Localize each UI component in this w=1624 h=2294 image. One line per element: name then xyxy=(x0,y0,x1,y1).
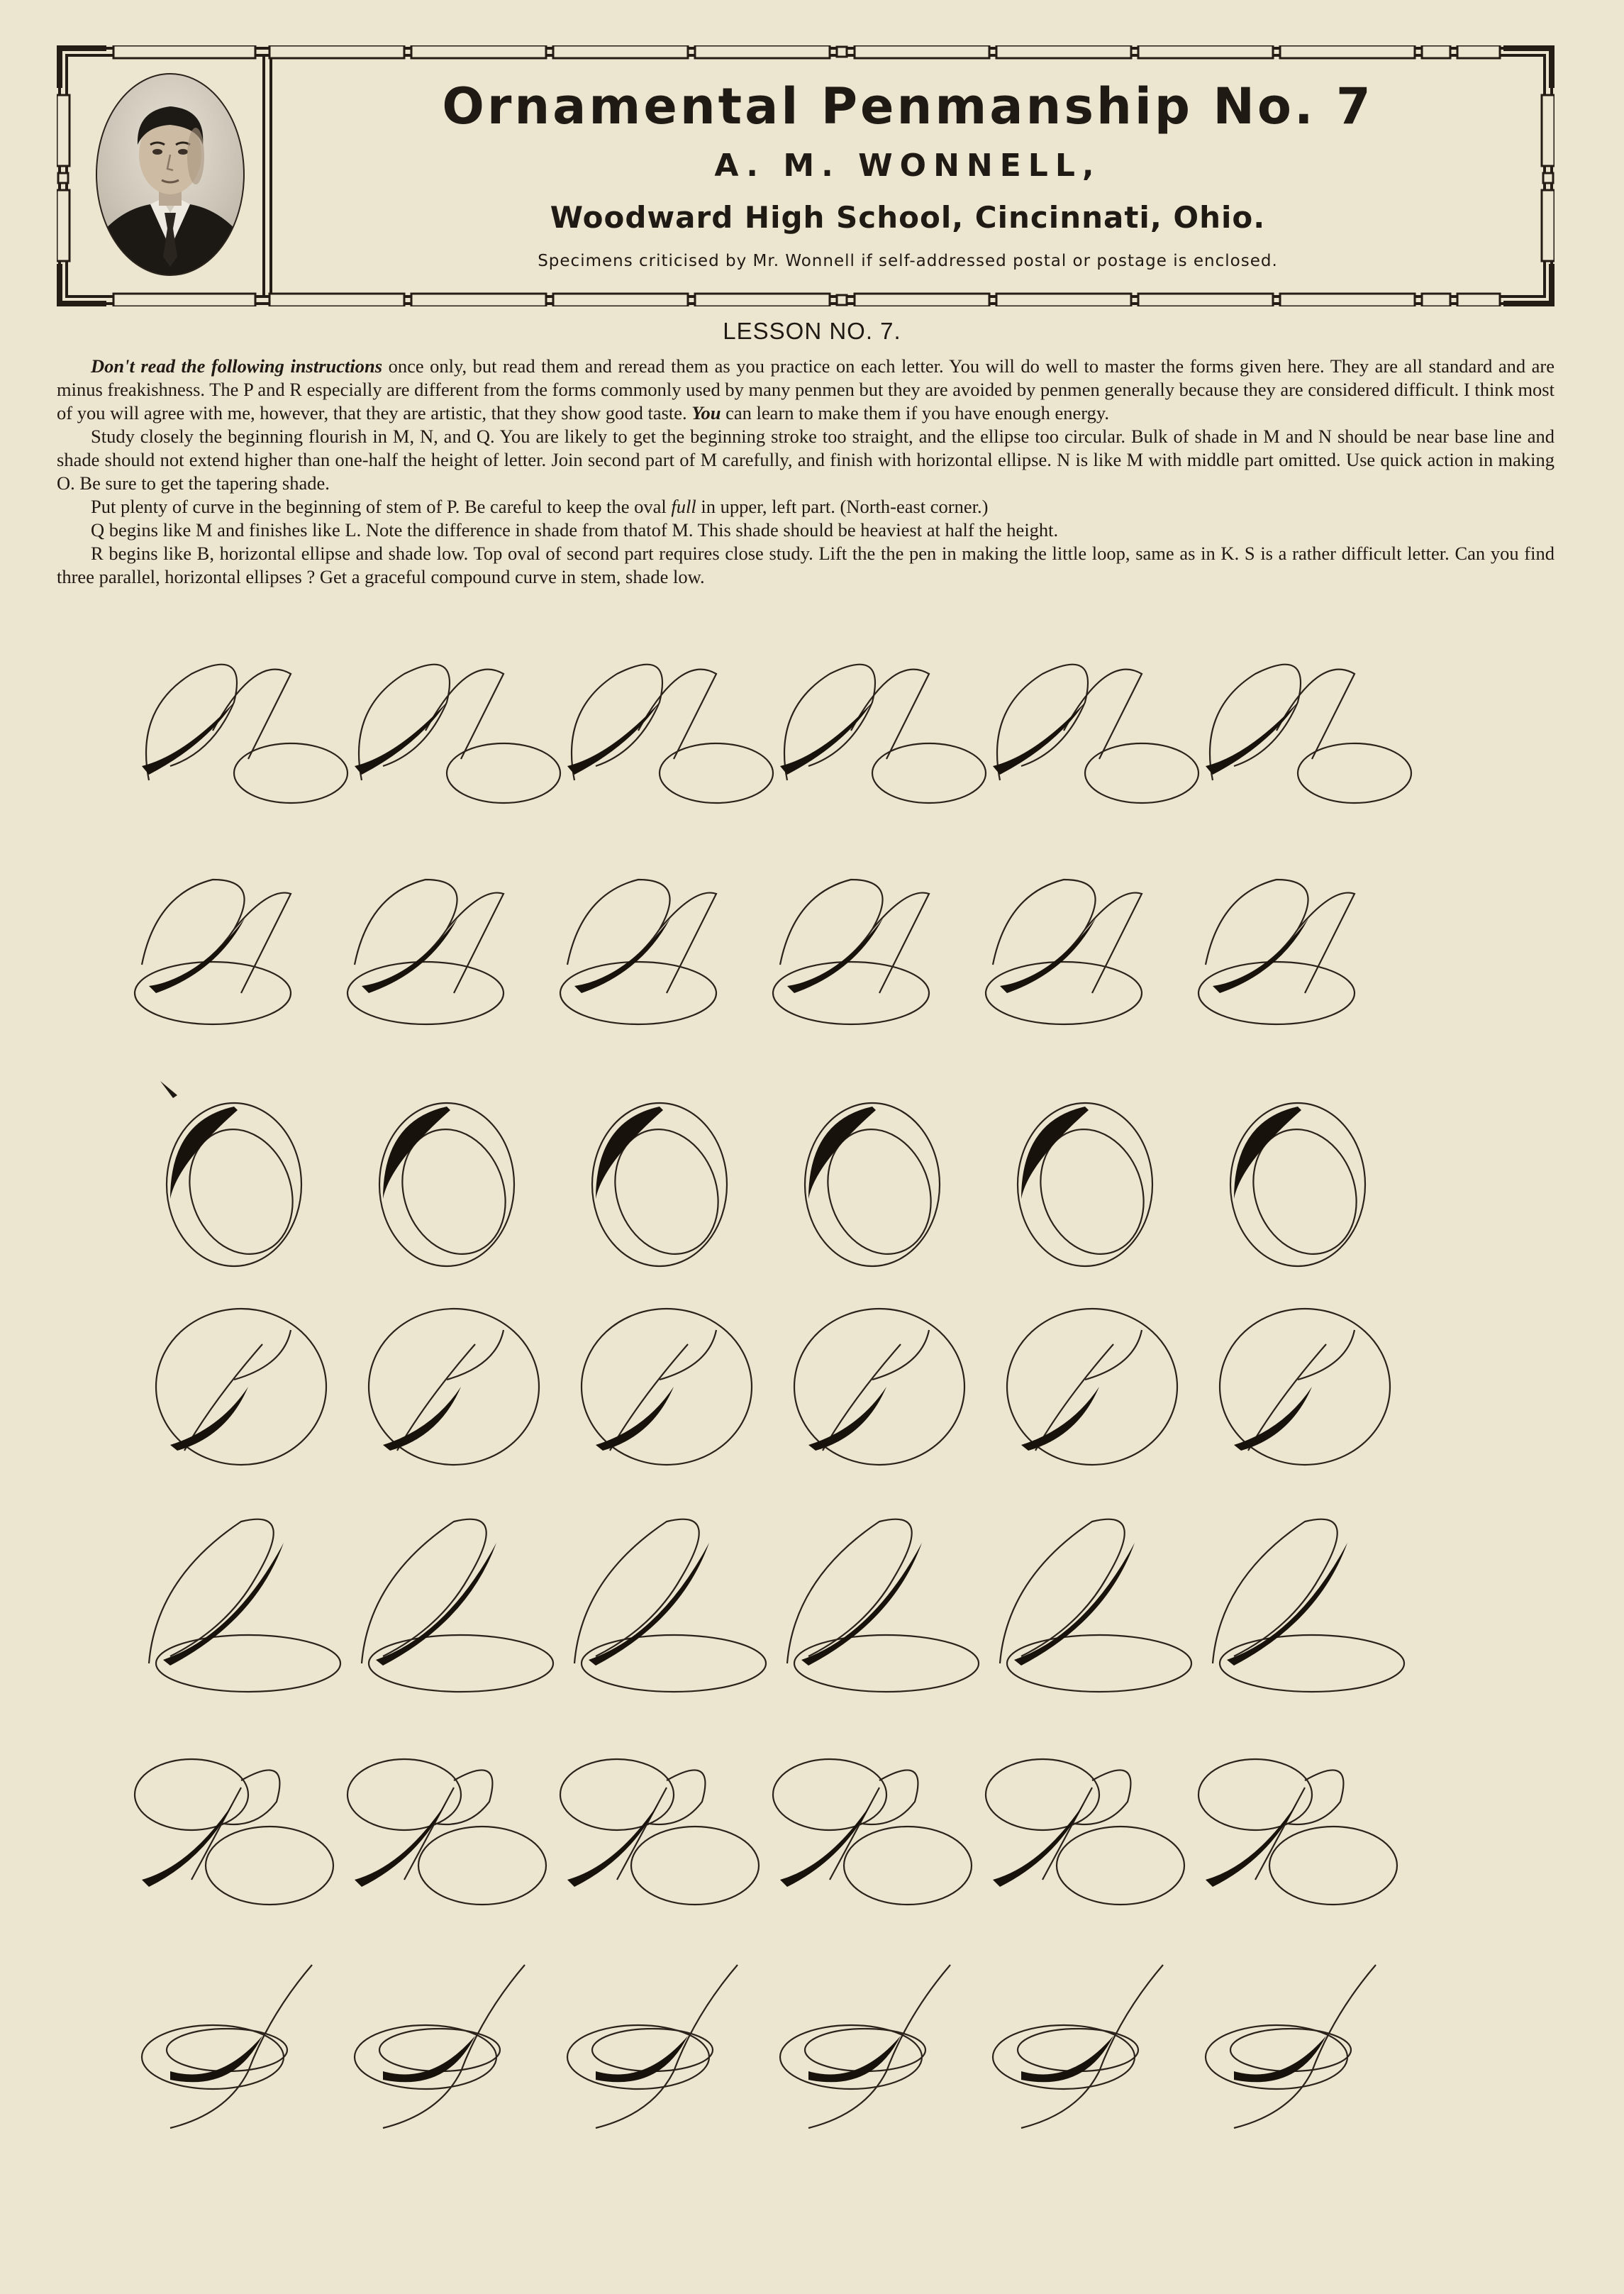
specimen-letter-r xyxy=(979,1710,1191,1922)
specimen-letter-q xyxy=(340,1493,553,1706)
penmanship-specimens xyxy=(0,624,1624,2227)
flourished-capital-q xyxy=(128,1493,340,1706)
flourished-capital-s xyxy=(1191,1929,1404,2142)
flourished-capital-r xyxy=(340,1710,553,1922)
specimen-letter-s xyxy=(766,1929,979,2142)
specimen-letter-q xyxy=(128,1493,340,1706)
specimen-letter-o xyxy=(1191,1078,1404,1291)
flourished-capital-n xyxy=(1191,851,1404,1064)
specimen-letter-m xyxy=(1191,624,1404,837)
flourished-capital-s xyxy=(979,1929,1191,2142)
specimen-letter-m xyxy=(128,624,340,837)
specimen-row-r xyxy=(0,1710,1624,1922)
specimen-row-m xyxy=(0,624,1624,837)
specimen-letter-p xyxy=(553,1287,766,1500)
flourished-capital-p xyxy=(979,1287,1191,1500)
flourished-capital-r xyxy=(766,1710,979,1922)
header-text-block xyxy=(284,64,1532,291)
p-text-a: Put plenty of curve in the beginning of stem of P. Be careful to keep the oval xyxy=(91,496,672,517)
emphasis-full: full xyxy=(671,496,696,517)
flourished-capital-p xyxy=(1191,1287,1404,1500)
flourished-capital-o xyxy=(128,1078,340,1291)
specimen-letter-q xyxy=(1191,1493,1404,1706)
specimen-letter-r xyxy=(340,1710,553,1922)
flourished-capital-m xyxy=(979,624,1191,837)
specimen-letter-p xyxy=(979,1287,1191,1500)
specimen-letter-o xyxy=(766,1078,979,1291)
specimen-row-o xyxy=(0,1078,1624,1291)
page-title: Ornamental Penmanship No. 7 xyxy=(442,77,1374,135)
specimen-letter-s xyxy=(553,1929,766,2142)
flourished-capital-s xyxy=(553,1929,766,2142)
specimen-row-n xyxy=(0,851,1624,1064)
specimen-row-p xyxy=(0,1287,1624,1500)
specimen-letter-n xyxy=(340,851,553,1064)
specimen-letter-p xyxy=(128,1287,340,1500)
flourished-capital-r xyxy=(128,1710,340,1922)
paragraph-q: Q begins like M and finishes like L. Note the difference in shade from thatof M. This shade should be heaviest at half the height. xyxy=(91,519,1059,541)
flourished-capital-o xyxy=(340,1078,553,1291)
flourished-capital-o xyxy=(553,1078,766,1291)
flourished-capital-n xyxy=(340,851,553,1064)
specimen-letter-o xyxy=(128,1078,340,1291)
p-text-b: in upper, left part. (North-east corner.) xyxy=(696,496,989,517)
flourished-capital-m xyxy=(128,624,340,837)
specimen-letter-r xyxy=(553,1710,766,1922)
author-name: A. M. WONNELL, xyxy=(714,148,1101,184)
specimen-letter-q xyxy=(979,1493,1191,1706)
flourished-capital-o xyxy=(766,1078,979,1291)
paragraph-r-s: R begins like B, horizontal ellipse and shade low. Top oval of second part requires close study. Lift the the pen in making the little loop, same as in K. S is a rather difficult letter. Can you find three parallel, horizontal ellipses ? Get a graceful compound curve in stem, shade low. xyxy=(57,543,1555,587)
specimen-letter-o xyxy=(553,1078,766,1291)
specimen-letter-p xyxy=(766,1287,979,1500)
flourished-capital-s xyxy=(128,1929,340,2142)
specimen-letter-r xyxy=(1191,1710,1404,1922)
flourished-capital-q xyxy=(1191,1493,1404,1706)
specimen-letter-s xyxy=(340,1929,553,2142)
emphasis-you: You xyxy=(691,402,721,423)
flourished-capital-p xyxy=(340,1287,553,1500)
specimen-letter-n xyxy=(766,851,979,1064)
flourished-capital-m xyxy=(553,624,766,837)
paragraph-m-n-o: Study closely the beginning flourish in M, N, and Q. You are likely to get the beginning stroke too straight, and the ellipse too circular. Bulk of shade in M and N should be near base line and shade should not extend higher than one-half the height of letter. Join second part of M carefully, and finish with horizontal ellipse. N is like M with middle part omitted. Use quick action in making O. Be sure to get the tapering shade. xyxy=(57,426,1555,494)
lead-phrase: Don't read the following instructions xyxy=(91,355,383,377)
paragraph-p xyxy=(57,495,1555,519)
specimen-letter-n xyxy=(553,851,766,1064)
flourished-capital-n xyxy=(553,851,766,1064)
specimen-letter-m xyxy=(340,624,553,837)
criticism-notice: Specimens criticised by Mr. Wonnell if self-addressed postal or postage is enclosed. xyxy=(538,252,1278,270)
flourished-capital-s xyxy=(766,1929,979,2142)
specimen-letter-o xyxy=(979,1078,1191,1291)
specimen-letter-s xyxy=(1191,1929,1404,2142)
lesson-heading: LESSON NO. 7. xyxy=(723,318,901,344)
intro-text-a: once only, but read them and reread them as you practice on each letter. You will do well to master the forms given here. They are all standard and are minus freakishness. The P and R especially are different from the forms commonly used by many penmen but they are avoided by penmen generally because they are considered difficult. I think most of you will agree with me, however, that they are artistic, that they show good taste. xyxy=(57,355,1555,423)
specimen-row-q xyxy=(0,1493,1624,1706)
flourished-capital-q xyxy=(340,1493,553,1706)
specimen-letter-p xyxy=(1191,1287,1404,1500)
flourished-capital-r xyxy=(553,1710,766,1922)
pointer-mark-icon xyxy=(159,1080,180,1101)
flourished-capital-n xyxy=(979,851,1191,1064)
flourished-capital-p xyxy=(553,1287,766,1500)
specimen-letter-o xyxy=(340,1078,553,1291)
flourished-capital-m xyxy=(340,624,553,837)
specimen-letter-n xyxy=(1191,851,1404,1064)
flourished-capital-p xyxy=(766,1287,979,1500)
paragraph-intro xyxy=(57,355,1555,425)
specimen-letter-r xyxy=(128,1710,340,1922)
specimen-letter-q xyxy=(553,1493,766,1706)
specimen-letter-n xyxy=(979,851,1191,1064)
intro-text-b: can learn to make them if you have enough energy. xyxy=(721,402,1109,423)
flourished-capital-q xyxy=(979,1493,1191,1706)
flourished-capital-m xyxy=(766,624,979,837)
specimen-letter-n xyxy=(128,851,340,1064)
flourished-capital-p xyxy=(128,1287,340,1500)
flourished-capital-o xyxy=(979,1078,1191,1291)
flourished-capital-s xyxy=(340,1929,553,2142)
lesson-instructions xyxy=(57,355,1555,589)
school-name: Woodward High School, Cincinnati, Ohio. xyxy=(550,200,1266,235)
specimen-letter-m xyxy=(553,624,766,837)
flourished-capital-q xyxy=(553,1493,766,1706)
flourished-capital-n xyxy=(128,851,340,1064)
specimen-letter-s xyxy=(128,1929,340,2142)
flourished-capital-r xyxy=(1191,1710,1404,1922)
flourished-capital-n xyxy=(766,851,979,1064)
author-portrait xyxy=(94,71,247,278)
specimen-row-s xyxy=(0,1929,1624,2142)
specimen-letter-m xyxy=(979,624,1191,837)
specimen-letter-q xyxy=(766,1493,979,1706)
specimen-letter-m xyxy=(766,624,979,837)
flourished-capital-q xyxy=(766,1493,979,1706)
flourished-capital-r xyxy=(979,1710,1191,1922)
flourished-capital-o xyxy=(1191,1078,1404,1291)
specimen-letter-r xyxy=(766,1710,979,1922)
flourished-capital-m xyxy=(1191,624,1404,837)
specimen-letter-s xyxy=(979,1929,1191,2142)
specimen-letter-p xyxy=(340,1287,553,1500)
